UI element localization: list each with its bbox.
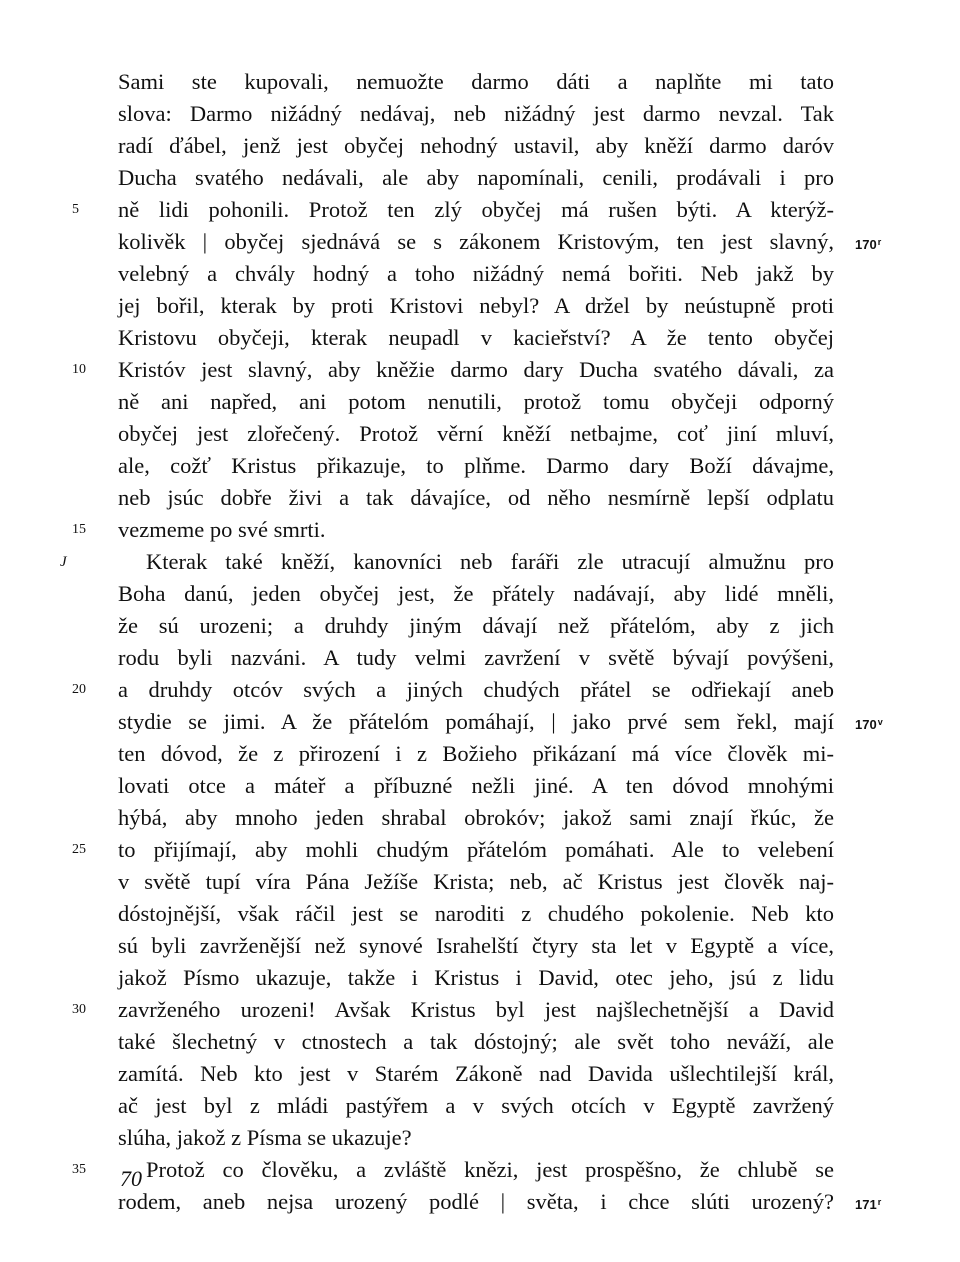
page-number: 70: [120, 1166, 142, 1191]
text-line: rodu byli nazváni. A tudy velmi zavržení v světě bývají povýšeni,: [118, 645, 834, 670]
folio-side: v: [877, 717, 883, 727]
line-number: 15: [72, 522, 86, 537]
text-line: radí ďábel, jenž jest obyčej nehodný ustavil, aby kněží darmo daróv: [118, 133, 834, 158]
text-line: hýbá, aby mnoho jeden shrabal obrokóv; jakož sami znají řkúc, že: [118, 805, 834, 830]
text-line: zamítá. Neb kto jest v Starém Zákoně nad Davida ušlechtilejší král,: [118, 1061, 834, 1086]
text-line: slova: Darmo nižádný nedávaj, neb nižádný jest darmo nevzal. Tak: [118, 101, 834, 126]
text-line: ale, cožť Kristus přikazuje, to plňme. Darmo dary Boží dávajme,: [118, 453, 834, 478]
folio-number: 171: [855, 1197, 877, 1212]
folio-reference: [855, 706, 883, 741]
text-line: sú byli zavrženější než synové Israhelští čtyry sta let v Egyptě a více,: [118, 933, 834, 958]
text-line: Ducha svatého nedávali, ale aby napomínali, cenili, prodávali i pro: [118, 165, 834, 190]
folio-side: r: [877, 237, 882, 247]
text-line: velebný a chvály hodný a toho nižádný nemá bořiti. Neb jakž by: [118, 261, 834, 286]
text-line: vezmeme po své smrti.: [118, 517, 326, 542]
line-number: 10: [72, 362, 86, 377]
text-line: ač jest byl z mládi pastýřem a v svých otcích v Egyptě zavržený: [118, 1093, 834, 1118]
text-line: kolivěk | obyčej sjednává se s zákonem Kristovým, ten jest slavný,: [118, 229, 834, 254]
text-line: to přijímají, aby mohli chudým přátelóm pomáhati. Ale to velebení: [118, 837, 834, 862]
section-mark: J: [60, 554, 67, 570]
text-line: zavrženého urozeni! Avšak Kristus byl jest najšlechetnější a David: [118, 997, 834, 1022]
text-line: neb jsúc dobře živi a tak dávajíce, od něho nesmírně lepší odplatu: [118, 485, 834, 510]
text-line: stydie se jimi. A že přátelóm pomáhají, | jako prvé sem řekl, mají: [118, 709, 834, 734]
line-number: 5: [72, 202, 79, 217]
text-line: obyčej jest zlořečený. Protož věrní kněží netbajme, coť jiní mluví,: [118, 421, 834, 446]
line-number: 25: [72, 842, 86, 857]
text-line: Sami ste kupovali, nemuožte darmo dáti a naplňte mi tato: [118, 69, 834, 94]
text-line: Kristovu obyčeji, kterak neupadl v kacieřství? A že tento obyčej: [118, 325, 834, 350]
text-line: a druhdy otcóv svých a jiných chudých přátel se odřiekají aneb: [118, 677, 834, 702]
line-number: 20: [72, 682, 86, 697]
text-line: v světě tupí víra Pána Ježíše Krista; neb, ač Kristus jest člověk naj-: [118, 869, 834, 894]
text-line: jakož Písmo ukazuje, takže i Kristus i David, otec jeho, jsú z lidu: [118, 965, 834, 990]
folio-reference: [855, 226, 881, 261]
text-line: slúha, jakož z Písma se ukazuje?: [118, 1125, 412, 1150]
text-line: ně lidi pohonili. Protož ten zlý obyčej má rušen býti. A kterýž-: [118, 197, 834, 222]
folio-reference: [855, 1186, 881, 1221]
text-line: rodem, aneb nejsa urozený podlé | světa, i chce slúti urozený?: [118, 1189, 834, 1214]
folio-side: r: [877, 1197, 882, 1207]
text-line: Protož co člověku, a zvláště knězi, jest prospěšno, že chlubě se: [146, 1157, 834, 1182]
text-line: Kristóv jest slavný, aby kněžie darmo dary Ducha svatého dávali, za: [118, 357, 834, 382]
text-line: ně ani napřed, ani potom nenutili, protož tomu obyčeji odporný: [118, 389, 834, 414]
text-line: dóstojnější, však ráčil jest se naroditi z chudého pokolenie. Neb kto: [118, 901, 834, 926]
text-line: ten dóvod, že z přirození i z Božieho přikázaní má více člověk mi-: [118, 741, 834, 766]
folio-number: 170: [855, 717, 877, 732]
text-line: Boha danú, jeden obyčej jest, že přátely nadávají, aby lidé mněli,: [118, 581, 834, 606]
text-line: lovati otce a máteř a příbuzné nežli jiné. A ten dóvod mnohými: [118, 773, 834, 798]
text-line: jej bořil, kterak by proti Kristovi nebyl? A držel by neústupně proti: [118, 293, 834, 318]
text-line: také šlechetný v ctnostech a tak dóstojný; ale svět toho neváží, ale: [118, 1029, 834, 1054]
text-line: Kterak také kněží, kanovníci neb faráři zle utracují almužnu pro: [146, 549, 834, 574]
line-number: 35: [72, 1162, 86, 1177]
text-line: že sú urozeni; a druhdy jiným dávají než přátelóm, aby z jich: [118, 613, 834, 638]
line-number: 30: [72, 1002, 86, 1017]
folio-number: 170: [855, 237, 877, 252]
